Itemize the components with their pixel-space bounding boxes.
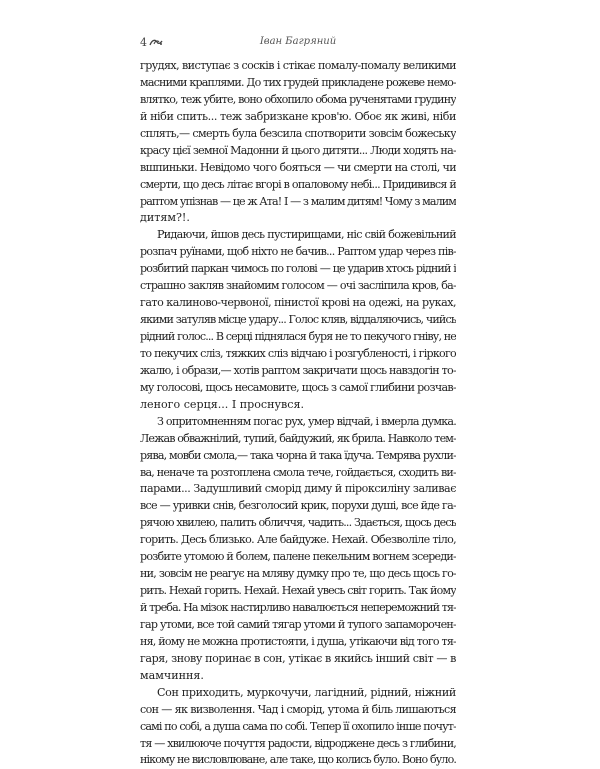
text-line: рить. Нехай горить. Нехай. Нехай увесь світ горить. Так йому: [140, 584, 456, 598]
text-line: тя — хвилююче почуття радости, відроджене десь з глибини,: [140, 736, 456, 750]
text-line: парами... Задушливий сморід диму й піроксиліну заливає: [140, 482, 456, 496]
text-line: жалю, і образи,— хотів раптом закричати щось навздогін то-: [140, 363, 456, 377]
text-line: й треба. На мізок настирливо навалюється непереможний тя-: [140, 601, 456, 614]
text-line: влятко, теж убите, воно обхопило обома рученятами грудину: [140, 92, 456, 106]
text-line: й ніби спить... теж забризкане кров'ю. Обоє як живі, ніби: [140, 109, 456, 123]
text-line: грудях, виступає з сосків і стікає помалу-помалу великими: [140, 59, 456, 72]
body-text: [140, 58, 456, 769]
text-line: то пекучих сліз, тяжких сліз відчаю і розгубленості, і гіркого: [140, 346, 456, 360]
text-line: вшпиньки. Невідомо чого бояться — чи смерти на столі, чи: [140, 160, 456, 174]
text-line: дитям?!.: [140, 211, 190, 225]
text-line: ва, неначе та розтоплена смола тече, гойдається, сходить ви-: [140, 465, 456, 479]
text-line: леного серця... І проснувся.: [140, 397, 305, 411]
text-line: мамчиння.: [140, 668, 204, 682]
text-line: гато калиново-червоної, пінистої крові на одежі, на руках,: [140, 296, 456, 310]
page-number: 4: [140, 36, 147, 49]
text-line: самі по собі, а душа сама по собі. Тепер її охопило інше почут-: [140, 719, 456, 733]
text-line: Сон приходить, муркочучи, лагідний, рідний, ніжний: [157, 685, 456, 699]
text-line: все — уривки снів, безголосий крик, порухи душі, все йде га-: [140, 499, 456, 513]
text-line: розпач руїнами, щоб ніхто не бачив... Раптом удар через пів-: [140, 245, 456, 259]
text-line: му голосові, щось несамовите, щось з самої глибини розчав-: [140, 380, 456, 394]
text-line: раптом упізнав — це ж Ата! І — з малим дитям! Чому з малим: [140, 194, 456, 208]
text-line: смерти, що десь літає вгорі в опаловому небі... Придивився й: [140, 177, 456, 191]
text-line: рячою хвилею, палить обличчя, чадить... Здається, щось десь: [140, 516, 456, 530]
text-line: ни, зовсім не реагує на мляву думку про те, що десь щось го-: [140, 567, 456, 581]
text-line: масними краплями. До тих грудей прикладене рожеве немо-: [140, 75, 456, 89]
running-head-author: Іван Багряний: [259, 36, 337, 47]
text-line: Ридаючи, йшов десь пустирищами, ніс свій божевільний: [157, 228, 456, 242]
text-line: рідний голос... В серці піднялася буря не то пекучого гніву, не: [140, 330, 456, 343]
page-header: [140, 36, 456, 50]
text-line: страшно закляв знайомим голосом — очі засліпила кров, ба-: [140, 279, 456, 293]
text-line: З опритомненням погас рух, умер відчай, і вмерла думка.: [157, 414, 456, 428]
text-line: рява, мовби смола,— така чорна й така їдуча. Темрява рухли-: [140, 448, 456, 462]
text-line: сон — як визволення. Чад і сморід, утома й біль лишаються: [140, 702, 456, 716]
text-line: гаря, знову поринає в сон, утікає в якийсь інший світ — в: [140, 651, 456, 665]
text-line: сплять,— смерть була безсила спотворити зовсім божеську: [140, 126, 456, 140]
text-line: якими затуляв місце удару... Голос кляв, віддаляючись, чийсь: [140, 313, 456, 327]
text-line: красу цієї земної Мадонни й цього дитяти... Люди ходять на-: [140, 143, 456, 157]
text-line: Лежав обважнілий, тупий, байдужий, як брила. Навколо тем-: [140, 431, 456, 445]
text-line: горить. Десь близько. Але байдуже. Нехай. Обезволіле тіло,: [140, 533, 456, 547]
text-line: розбите утомою й болем, палене пекельним вогнем зсереди-: [140, 550, 456, 564]
text-line: ня, йому не можна протистояти, і душа, утікаючи від того тя-: [140, 634, 456, 648]
text-line: нікому не висловлюване, але таке, що колись було. Воно було.: [140, 753, 456, 767]
text-line: гар утоми, все той самий тягар утоми й тупого запаморочен-: [140, 617, 456, 631]
text-line: розбитий паркан чимось по голові — це ударив хтось рідний і: [140, 262, 456, 276]
